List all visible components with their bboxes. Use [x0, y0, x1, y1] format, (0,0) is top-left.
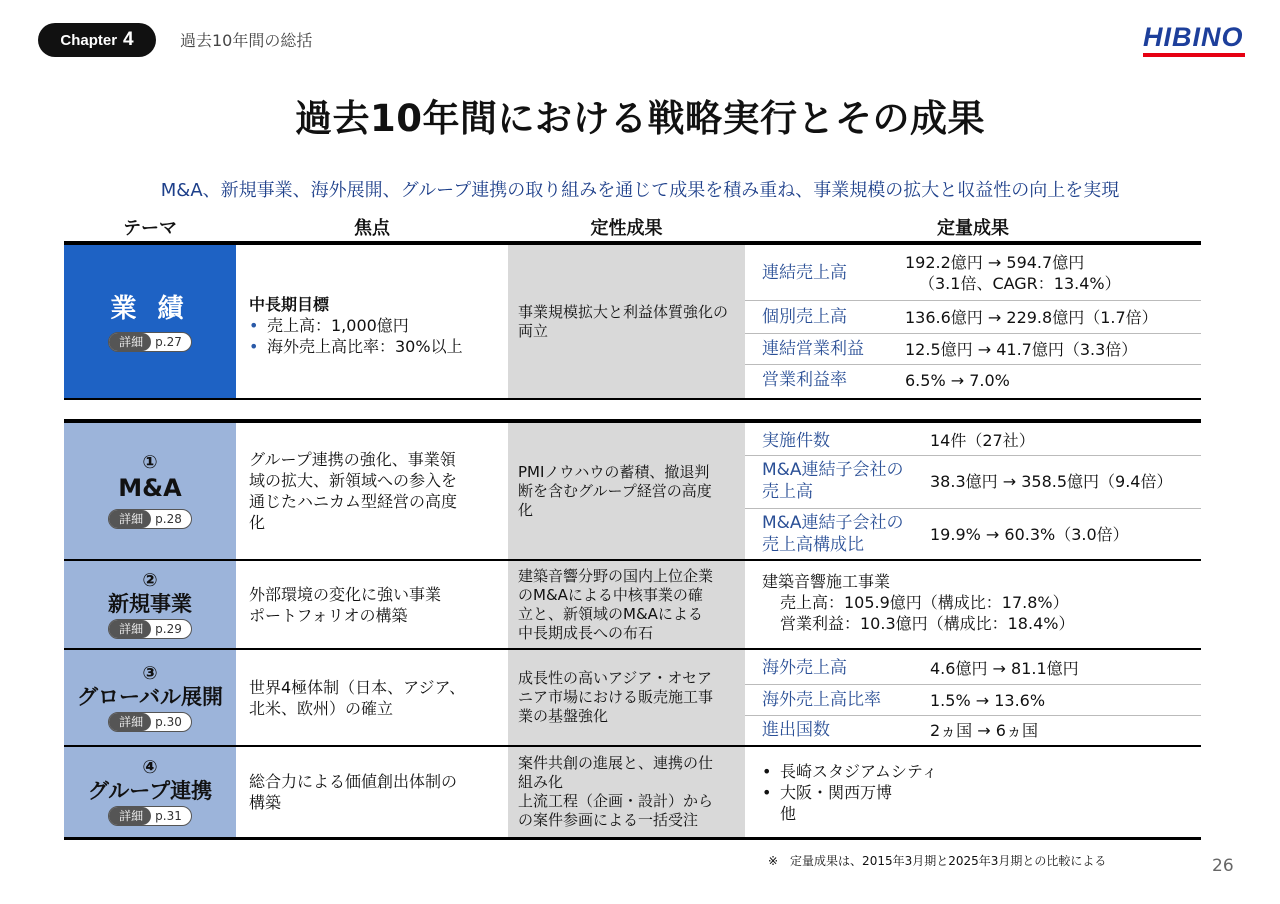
- quant-row: [762, 249, 1201, 297]
- qualitative-cell: [508, 245, 745, 398]
- column-header-quantitative: 定量成果: [937, 218, 1009, 239]
- quant-row: 進出国数 2ヵ国 → 6ヵ国: [762, 720, 1038, 740]
- chapter-label: Chapter: [60, 31, 118, 49]
- quant-row: 営業利益率 6.5% → 7.0%: [762, 370, 1010, 390]
- quant-row: M&A連結子会社の 売上高 38.3億円 → 358.5億円（9.4倍）: [762, 460, 1173, 502]
- detail-page: p.27: [155, 334, 182, 349]
- theme-name: 業 績: [110, 293, 190, 324]
- company-logo: [1143, 24, 1245, 58]
- detail-link[interactable]: 詳細 p.28: [108, 509, 192, 529]
- detail-link[interactable]: 詳細 p.31: [108, 806, 192, 826]
- quant-bullet: • 長崎スタジアムシティ: [762, 762, 938, 781]
- page-title: 過去10年間における戦略実行とその成果: [295, 97, 985, 140]
- theme-cell-group: ④ グループ連携 詳細 p.31: [64, 747, 236, 837]
- chapter-badge: [38, 23, 156, 57]
- column-header-focus: 焦点: [354, 218, 390, 239]
- quant-bullet: • 大阪・関西万博: [762, 783, 893, 802]
- focus-bullet: • 海外売上高比率：30%以上: [249, 337, 463, 356]
- quant-row: 個別売上高 136.6億円 → 229.8億円（1.7倍）: [762, 307, 1158, 327]
- qualitative-cell: PMIノウハウの蓄積、撤退判 断を含むグループ経営の高度 化: [508, 423, 745, 559]
- detail-link[interactable]: 詳細 p.30: [108, 712, 192, 732]
- breadcrumb: 過去10年間の総括: [180, 31, 313, 50]
- row-separator: [745, 300, 1201, 301]
- quant-label: 連結売上高: [762, 263, 847, 283]
- quant-row: 海外売上高比率 1.5% → 13.6%: [762, 690, 1046, 710]
- column-header-qualitative: 定性成果: [590, 218, 663, 239]
- quant-row: 連結営業利益 12.5億円 → 41.7億円（3.3倍）: [762, 339, 1138, 359]
- logo-text: HIBINO: [1143, 22, 1244, 52]
- theme-cell-ma: [64, 423, 236, 559]
- qualitative-cell: 建築音響分野の国内上位企業 のM&Aによる中核事業の確 立と、新領域のM&Aによる 中長期成長への布石: [508, 561, 745, 648]
- row-separator: [745, 684, 1201, 685]
- page-number: 26: [1212, 856, 1234, 876]
- qualitative-text: 事業規模拡大と利益体質強化の両立: [518, 302, 729, 340]
- quant-row: 海外売上高 4.6億円 → 81.1億円: [762, 658, 1079, 678]
- row-separator: [745, 508, 1201, 509]
- theme-cell-global: ③ グローバル展開 詳細 p.30: [64, 650, 236, 745]
- theme-number: ①: [142, 452, 158, 473]
- focus-heading: 中長期目標: [249, 295, 330, 314]
- chapter-number: 4: [123, 29, 134, 50]
- logo-underline: [1143, 53, 1245, 57]
- page-subtitle: M&A、新規事業、海外展開、グループ連携の取り組みを通じて成果を積み重ね、事業規模の拡大と収益性の向上を実現: [160, 180, 1120, 201]
- detail-link[interactable]: [108, 332, 192, 352]
- quant-row: 実施件数 14件（27社）: [762, 430, 1035, 451]
- focus-cell: グループ連携の強化、事業領 域の拡大、新領域への参入を 通じたハニカム型経営の高度 化: [236, 423, 508, 559]
- row-separator: [745, 333, 1201, 334]
- column-header-theme: テーマ: [123, 218, 177, 239]
- theme-name: M&A: [118, 474, 182, 502]
- focus-cell: 総合力による価値創出体制の 構築: [236, 747, 508, 837]
- quant-text: 建築音響施工事業 売上高：105.9億円（構成比：17.8%） 営業利益：10.3億円（構成比：18.4%）: [762, 572, 1075, 633]
- focus-cell: 外部環境の変化に強い事業 ポートフォリオの構築: [236, 561, 508, 648]
- focus-cell: 世界4極体制（日本、アジア、 北米、欧州）の確立: [236, 650, 508, 745]
- qualitative-cell: 案件共創の進展と、連携の仕 組み化 上流工程（企画・設計）から の案件参画による一括受注: [508, 747, 745, 837]
- theme-cell-new-business: ② 新規事業 詳細 p.29: [64, 561, 236, 648]
- focus-cell: [236, 245, 508, 398]
- theme-cell-performance: [64, 245, 236, 398]
- quant-row: M&A連結子会社の 売上高構成比 19.9% → 60.3%（3.0倍）: [762, 513, 1129, 555]
- table-bottom-rule: [64, 837, 1201, 840]
- quant-value: 192.2億円 → 594.7億円 （3.1倍、CAGR：13.4%）: [905, 253, 1121, 293]
- focus-bullet: • 売上高：1,000億円: [249, 316, 409, 335]
- row-separator: [745, 455, 1201, 456]
- qualitative-cell: 成長性の高いアジア・オセア ニア市場における販売施工事 業の基盤強化: [508, 650, 745, 745]
- row-separator: [745, 364, 1201, 365]
- section-rule: [64, 398, 1201, 400]
- detail-link[interactable]: 詳細 p.29: [108, 619, 192, 639]
- footnote: ※ 定量成果は、2015年3月期と2025年3月期との比較による: [768, 854, 1107, 868]
- quant-text: • 長崎スタジアムシティ • 大阪・関西万博 他: [762, 761, 1201, 824]
- detail-label: 詳細: [109, 333, 151, 351]
